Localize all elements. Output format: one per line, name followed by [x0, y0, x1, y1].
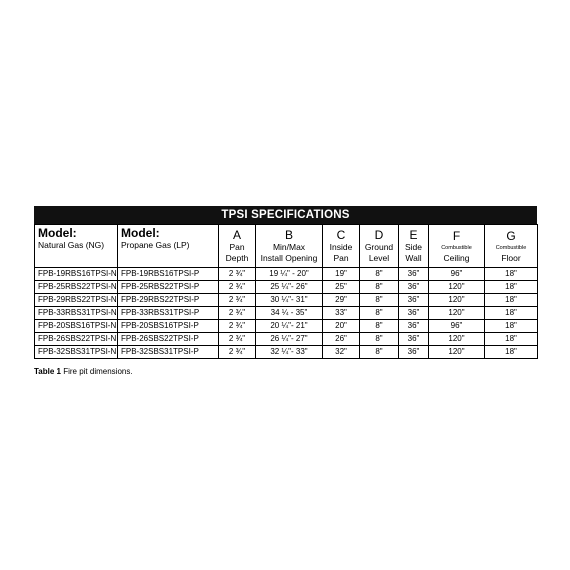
- cell-model-lp: FPB-20SBS16TPSI-P: [118, 320, 219, 333]
- cell-ceiling: 120": [429, 294, 485, 307]
- header-model-lp-title: Model:: [121, 226, 160, 240]
- cell-model-ng: FPB-33RBS31TPSI-N: [35, 307, 118, 320]
- cell-ceiling: 96": [429, 320, 485, 333]
- cell-ceiling: 120": [429, 346, 485, 359]
- cell-install-opening: 34 ¼ - 35": [256, 307, 323, 320]
- table-caption: [34, 367, 133, 376]
- cell-inside-pan: 26": [323, 333, 360, 346]
- cell-ground-level: 8": [360, 268, 399, 281]
- spec-table-body: [35, 268, 538, 359]
- header-c: [323, 225, 360, 268]
- header-a-line2: Depth: [225, 253, 249, 263]
- cell-side-wall: 36": [399, 333, 429, 346]
- cell-inside-pan: 25": [323, 281, 360, 294]
- table-row: [35, 268, 538, 281]
- cell-model-lp: FPB-26SBS22TPSI-P: [118, 333, 219, 346]
- cell-inside-pan: 19": [323, 268, 360, 281]
- cell-floor: 18": [485, 307, 538, 320]
- cell-side-wall: 36": [399, 346, 429, 359]
- cell-model-ng: FPB-25RBS22TPSI-N: [35, 281, 118, 294]
- cell-model-ng: FPB-29RBS22TPSI-N: [35, 294, 118, 307]
- cell-ground-level: 8": [360, 307, 399, 320]
- cell-install-opening: 32 ¼"- 33": [256, 346, 323, 359]
- cell-model-ng: FPB-26SBS22TPSI-N: [35, 333, 118, 346]
- cell-ceiling: 120": [429, 307, 485, 320]
- header-c-letter: C: [336, 228, 346, 242]
- cell-floor: 18": [485, 281, 538, 294]
- cell-pan-depth: 2 ¾": [219, 281, 256, 294]
- cell-pan-depth: 2 ¾": [219, 346, 256, 359]
- cell-floor: 18": [485, 294, 538, 307]
- cell-side-wall: 36": [399, 307, 429, 320]
- cell-pan-depth: 2 ¾": [219, 307, 256, 320]
- cell-side-wall: 36": [399, 294, 429, 307]
- table-row: [35, 333, 538, 346]
- table-row: [35, 281, 538, 294]
- caption-text: Fire pit dimensions.: [60, 367, 133, 376]
- header-g-line2: Floor: [501, 252, 521, 263]
- cell-install-opening: 19 ¼" - 20": [256, 268, 323, 281]
- header-a-line1: Pan: [229, 242, 245, 252]
- header-f-line1: Combustible: [441, 244, 472, 251]
- cell-side-wall: 36": [399, 268, 429, 281]
- header-d-letter: D: [374, 228, 384, 242]
- header-d-line1: Ground: [364, 242, 394, 252]
- cell-install-opening: 20 ¼"- 21": [256, 320, 323, 333]
- header-e-letter: E: [409, 228, 418, 242]
- header-model-lp: [118, 225, 219, 268]
- cell-model-lp: FPB-33RBS31TPSI-P: [118, 307, 219, 320]
- header-g-letter: G: [506, 228, 516, 243]
- cell-ground-level: 8": [360, 294, 399, 307]
- header-b: [256, 225, 323, 268]
- table-row: [35, 294, 538, 307]
- cell-ground-level: 8": [360, 333, 399, 346]
- spec-table-container: [34, 206, 537, 359]
- header-model-lp-sub: Propane Gas (LP): [121, 240, 190, 250]
- cell-side-wall: 36": [399, 320, 429, 333]
- cell-floor: 18": [485, 320, 538, 333]
- table-banner: TPSI SPECIFICATIONS: [34, 206, 537, 224]
- header-b-line1: Min/Max: [272, 242, 306, 252]
- header-b-letter: B: [284, 228, 293, 242]
- caption-label: Table 1: [34, 367, 61, 376]
- cell-install-opening: 25 ¼"- 26": [256, 281, 323, 294]
- cell-ground-level: 8": [360, 346, 399, 359]
- header-b-line2: Install Opening: [260, 253, 318, 263]
- header-e-line1: Side: [404, 242, 422, 252]
- header-d: [360, 225, 399, 268]
- cell-ground-level: 8": [360, 281, 399, 294]
- cell-model-lp: FPB-25RBS22TPSI-P: [118, 281, 219, 294]
- header-e: [399, 225, 429, 268]
- header-c-line2: Pan: [333, 253, 349, 263]
- cell-floor: 18": [485, 268, 538, 281]
- cell-model-ng: FPB-20SBS16TPSI-N: [35, 320, 118, 333]
- header-e-line2: Wall: [405, 253, 422, 263]
- header-f-line2: Ceiling: [443, 252, 470, 263]
- cell-install-opening: 30 ¼"- 31": [256, 294, 323, 307]
- cell-model-lp: FPB-32SBS31TPSI-P: [118, 346, 219, 359]
- cell-model-lp: FPB-29RBS22TPSI-P: [118, 294, 219, 307]
- cell-ground-level: 8": [360, 320, 399, 333]
- header-model-ng-sub: Natural Gas (NG): [38, 240, 105, 250]
- header-a: [219, 225, 256, 268]
- header-model-ng: [35, 225, 118, 268]
- cell-floor: 18": [485, 346, 538, 359]
- cell-pan-depth: 2 ¾": [219, 320, 256, 333]
- header-g-line1: Combustible: [495, 244, 527, 251]
- cell-inside-pan: 29": [323, 294, 360, 307]
- cell-model-ng: FPB-32SBS31TPSI-N: [35, 346, 118, 359]
- cell-ceiling: 96": [429, 268, 485, 281]
- table-row: [35, 346, 538, 359]
- header-model-ng-title: Model:: [38, 226, 77, 240]
- header-f-letter: F: [452, 228, 461, 243]
- header-a-letter: A: [232, 228, 241, 242]
- cell-pan-depth: 2 ¾": [219, 294, 256, 307]
- cell-model-ng: FPB-19RBS16TPSI-N: [35, 268, 118, 281]
- cell-inside-pan: 32": [323, 346, 360, 359]
- cell-pan-depth: 2 ¾": [219, 268, 256, 281]
- header-g: [485, 225, 538, 268]
- table-row: [35, 320, 538, 333]
- cell-pan-depth: 2 ¾": [219, 333, 256, 346]
- cell-side-wall: 36": [399, 281, 429, 294]
- cell-inside-pan: 33": [323, 307, 360, 320]
- table-row: [35, 307, 538, 320]
- cell-floor: 18": [485, 333, 538, 346]
- header-f: [429, 225, 485, 268]
- cell-inside-pan: 20": [323, 320, 360, 333]
- cell-install-opening: 26 ¼"- 27": [256, 333, 323, 346]
- cell-ceiling: 120": [429, 281, 485, 294]
- cell-ceiling: 120": [429, 333, 485, 346]
- header-d-line2: Level: [368, 253, 390, 263]
- header-c-line1: Inside: [329, 242, 353, 252]
- cell-model-lp: FPB-19RBS16TPSI-P: [118, 268, 219, 281]
- spec-table: [34, 224, 538, 359]
